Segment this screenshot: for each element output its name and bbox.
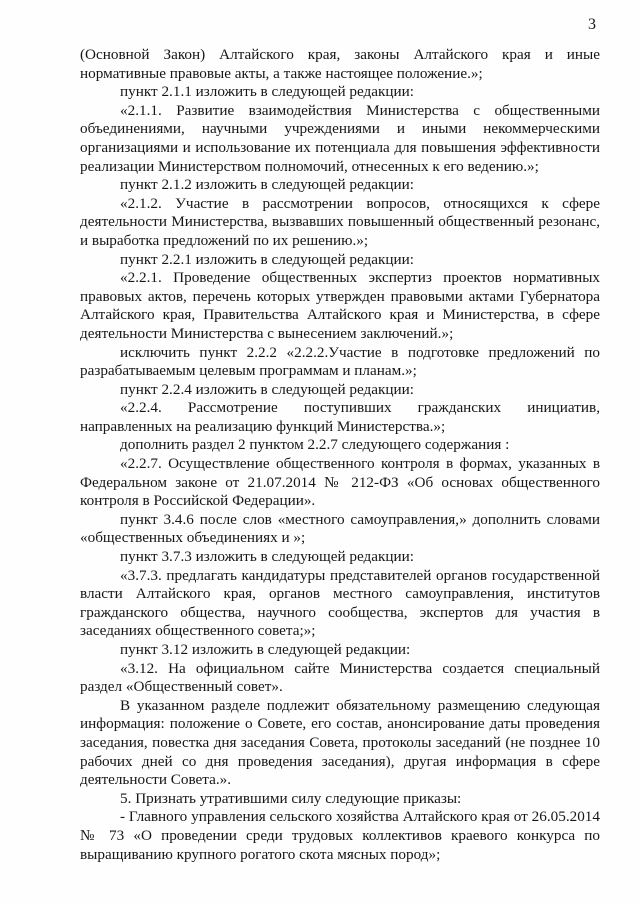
page-number: 3	[588, 16, 596, 33]
paragraph: «3.12. На официальном сайте Министерства создается специальный раздел «Общественный совет».	[80, 659, 600, 696]
paragraph: пункт 2.2.4 изложить в следующей редакции:	[120, 380, 414, 398]
paragraph: - Главного управления сельского хозяйства Алтайского края от 26.05.2014 № 73 «О проведении среди трудовых коллективов краевого конкурса по выращиванию крупного рогатого скота мясных пород»;	[80, 808, 600, 863]
paragraph: (Основной Закон) Алтайского края, законы Алтайского края и иные нормативные правовые акты, а также настоящее положение.»;	[80, 46, 600, 82]
paragraph: В указанном разделе подлежит обязательному размещению следующая информация: положение о Совете, его состав, анонсирование даты проведения заседания, повестка дня заседания Совета, протоколы заседаний (не позднее 10 рабочих дней со дня проведения заседания), другая информация в сфере деятельности Совета.».	[80, 696, 600, 789]
paragraph: «2.2.7. Осуществление общественного контроля в формах, указанных в Федеральном законе от 21.07.2014 № 212-ФЗ «Об основах общественного контроля в Российской Федерации».	[80, 455, 600, 510]
paragraph: «2.1.2. Участие в рассмотрении вопросов, относящихся к сфере деятельности Министерства, вызвавших повышенный общественный резонанс, и выработка предложений по их решению.»;	[80, 194, 600, 249]
paragraph: «3.7.3. предлагать кандидатуры представителей органов государственной власти Алтайского края, органов местного самоуправления, институтов гражданского общества, научного сообщества, экспертов для участия в заседаниях общественного совета;»;	[80, 566, 600, 640]
paragraph: дополнить раздел 2 пунктом 2.2.7 следующего содержания :	[120, 436, 510, 454]
document-body	[80, 46, 600, 864]
paragraph: «2.2.4. Рассмотрение поступивших гражданских инициатив, направленных на реализацию функций Министерства.»;	[80, 399, 600, 435]
paragraph: исключить пункт 2.2.2 «2.2.2.Участие в подготовке предложений по разрабатываемым целевым программам и планам.»;	[80, 343, 600, 380]
paragraph: пункт 2.1.2 изложить в следующей редакции:	[120, 176, 414, 194]
paragraph: «2.2.1. Проведение общественных экспертиз проектов нормативных правовых актов, перечень которых утвержден правовыми актами Губернатора Алтайского края, Правительства Алтайского края и Министерства, в сфере деятельности Министерства с вынесением заключений.»;	[80, 269, 600, 342]
paragraph: пункт 3.4.6 после слов «местного самоуправления,» дополнить словами «общественных объединениях и »;	[80, 510, 600, 547]
paragraph: 5. Признать утратившими силу следующие приказы:	[120, 789, 462, 807]
paragraph: пункт 2.1.1 изложить в следующей редакции:	[120, 83, 414, 101]
paragraph: «2.1.1. Развитие взаимодействия Министерства с общественными объединениями, научными учреждениями и иными некоммерческими организациями и использование их потенциала для повышения эффективности реализации Министерством полномочий, отнесенных к его ведению.»;	[80, 101, 600, 175]
paragraph: пункт 3.7.3 изложить в следующей редакции:	[120, 548, 414, 566]
paragraph: пункт 2.2.1 изложить в следующей редакции:	[120, 250, 414, 268]
paragraph: пункт 3.12 изложить в следующей редакции:	[120, 641, 411, 658]
